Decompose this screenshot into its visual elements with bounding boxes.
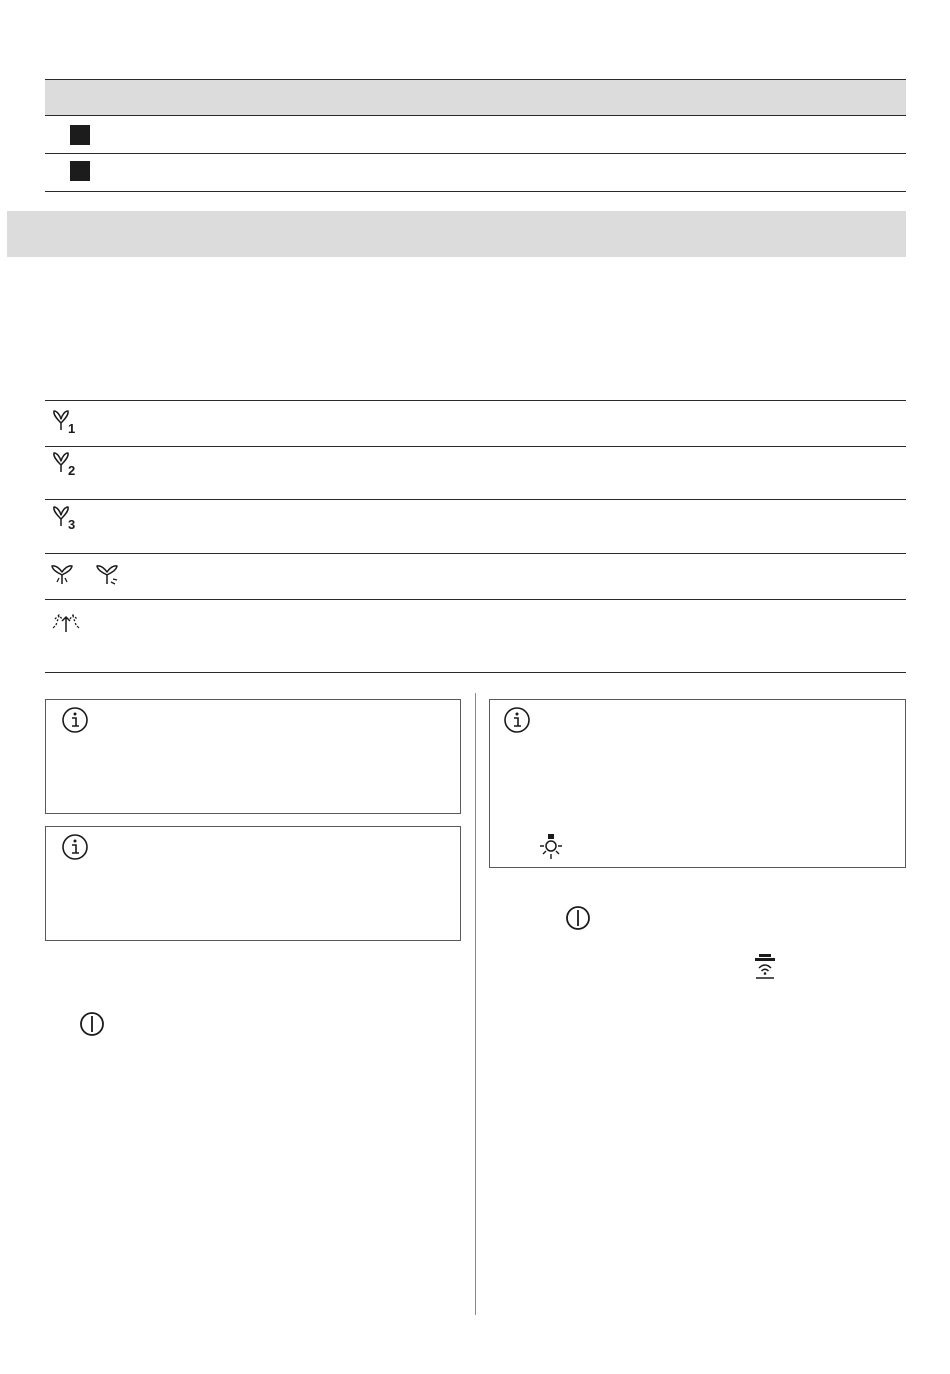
light-icon <box>537 832 565 862</box>
svg-text:2: 2 <box>68 463 76 478</box>
info-note-box <box>45 826 461 941</box>
power-icon <box>564 904 592 932</box>
table-row-border <box>45 153 906 154</box>
svg-text:3: 3 <box>68 517 76 532</box>
table-header-border <box>45 115 906 116</box>
svg-text:1: 1 <box>68 421 76 436</box>
table-header-row <box>45 80 906 115</box>
fan-speed-1-icon <box>48 408 88 438</box>
fan-table-row-border <box>45 599 906 600</box>
info-icon <box>60 832 90 862</box>
info-note-box <box>489 699 906 868</box>
fan-table-row-border <box>45 499 906 500</box>
fan-intensive-alt-icon <box>93 560 123 588</box>
fan-table-row-border <box>45 553 906 554</box>
column-divider <box>475 693 476 1315</box>
fan-table-top-border <box>45 400 906 401</box>
square-indicator-icon <box>70 125 90 145</box>
info-icon <box>60 705 90 735</box>
fan-table-bottom-border <box>45 672 906 673</box>
fan-table-row-border <box>45 446 906 447</box>
power-icon <box>78 1010 106 1038</box>
hob2hood-icon <box>751 952 779 982</box>
breeze-airflow-icon <box>50 608 84 636</box>
fan-speed-2-icon <box>48 450 88 480</box>
table-bottom-border <box>45 191 906 192</box>
info-icon <box>502 705 532 735</box>
section-heading-band <box>7 211 906 257</box>
info-note-box <box>45 699 461 814</box>
square-indicator-icon <box>70 161 90 181</box>
fan-speed-3-icon <box>48 504 88 534</box>
fan-intensive-icon <box>48 560 78 588</box>
